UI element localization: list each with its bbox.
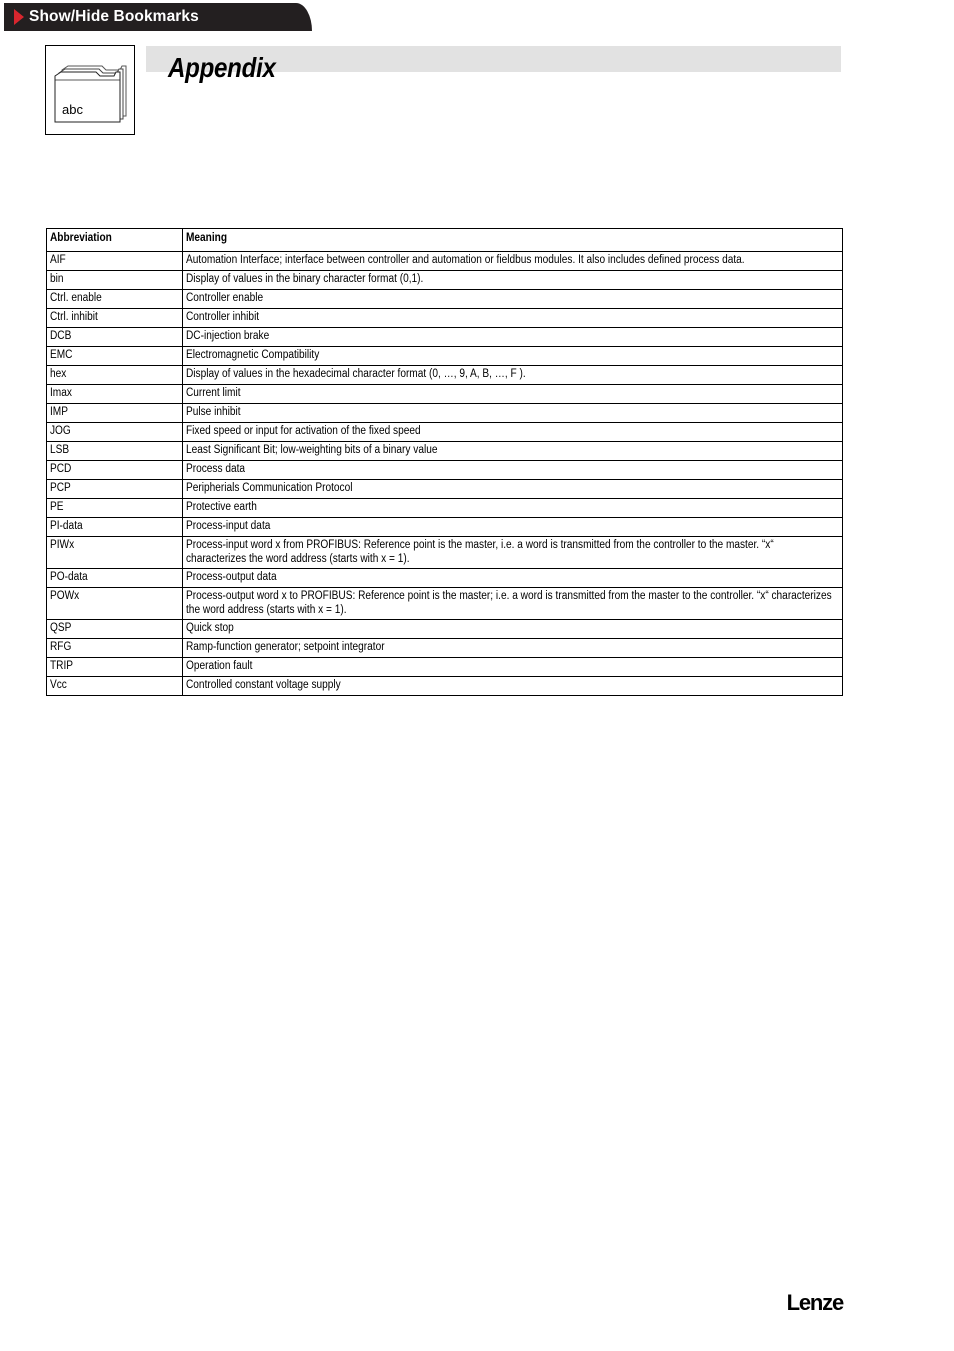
table-row [47,639,843,658]
table-row [47,588,843,620]
meaning-cell: Controller inhibit [183,309,843,328]
table-row [47,347,843,366]
meaning-cell: Process data [183,461,843,480]
meaning-cell: Process-input word x from PROFIBUS: Reference point is the master, i.e. a word is transmitted from the controller to the master. “x“ characterizes the word address (starts with x = 1). [183,537,843,569]
table-row [47,518,843,537]
abbreviation-table [46,228,843,696]
meaning-cell: Least Significant Bit; low-weighting bits of a binary value [183,442,843,461]
table-row [47,271,843,290]
table-row [47,309,843,328]
abbreviation-cell: PO-data [47,569,183,588]
abbreviation-cell: IMP [47,404,183,423]
meaning-cell: Protective earth [183,499,843,518]
meaning-cell: Fixed speed or input for activation of the fixed speed [183,423,843,442]
abbreviation-cell: JOG [47,423,183,442]
abbreviation-cell: DCB [47,328,183,347]
meaning-cell: Process-output data [183,569,843,588]
column-header-meaning: Meaning [183,229,843,252]
table-row [47,499,843,518]
table-header-row [47,229,843,252]
show-hide-bookmarks-button[interactable] [4,3,312,31]
meaning-cell: Display of values in the binary character format (0,1). [183,271,843,290]
abbreviation-cell: TRIP [47,658,183,677]
abbreviation-cell: Ctrl. enable [47,290,183,309]
folder-tabs-icon [46,46,136,136]
abbreviation-cell: hex [47,366,183,385]
meaning-cell: Peripherials Communication Protocol [183,480,843,499]
table-row [47,252,843,271]
table-row [47,404,843,423]
abbreviation-cell: bin [47,271,183,290]
table-row [47,385,843,404]
abbreviation-cell: EMC [47,347,183,366]
abbreviation-cell: Vcc [47,677,183,696]
lenze-logo: Lenze [786,1290,843,1315]
abbreviation-cell: PI-data [47,518,183,537]
column-header-abbreviation: Abbreviation [47,229,183,252]
meaning-cell: Quick stop [183,620,843,639]
show-hide-bookmarks-label: Show/Hide Bookmarks [29,8,199,25]
meaning-cell: Operation fault [183,658,843,677]
abbreviation-cell: Imax [47,385,183,404]
chapter-icon-box [45,45,135,135]
table-row [47,442,843,461]
abbreviation-cell: QSP [47,620,183,639]
abbreviation-cell: POWx [47,588,183,620]
table-row [47,620,843,639]
abbreviation-cell: PCD [47,461,183,480]
meaning-cell: Display of values in the hexadecimal character format (0, …, 9, A, B, …, F ). [183,366,843,385]
meaning-cell: Electromagnetic Compatibility [183,347,843,366]
abbreviation-cell: PE [47,499,183,518]
triangle-right-icon [14,9,24,25]
meaning-cell: Automation Interface; interface between controller and automation or fieldbus modules. It also includes defined process data. [183,252,843,271]
table-body [47,252,843,696]
table-row [47,290,843,309]
abbreviation-cell: AIF [47,252,183,271]
meaning-cell: Ramp-function generator; setpoint integrator [183,639,843,658]
table-row [47,658,843,677]
chapter-icon-label: abc [62,102,83,117]
table-row [47,480,843,499]
meaning-cell: Process-input data [183,518,843,537]
table-row [47,537,843,569]
meaning-cell: DC-injection brake [183,328,843,347]
abbreviation-cell: Ctrl. inhibit [47,309,183,328]
abbreviation-cell: RFG [47,639,183,658]
table-row [47,677,843,696]
table-row [47,569,843,588]
abbreviation-cell: LSB [47,442,183,461]
meaning-cell: Controlled constant voltage supply [183,677,843,696]
table-row [47,366,843,385]
meaning-cell: Current limit [183,385,843,404]
meaning-cell: Controller enable [183,290,843,309]
table-row [47,461,843,480]
table-row [47,328,843,347]
abbreviation-cell: PCP [47,480,183,499]
page-title: Appendix [168,52,276,83]
table-row [47,423,843,442]
meaning-cell: Process-output word x to PROFIBUS: Reference point is the master; i.e. a word is transmitted from the master to the controller. “x“ characterizes the word address (starts with x = 1). [183,588,843,620]
abbreviation-cell: PIWx [47,537,183,569]
meaning-cell: Pulse inhibit [183,404,843,423]
